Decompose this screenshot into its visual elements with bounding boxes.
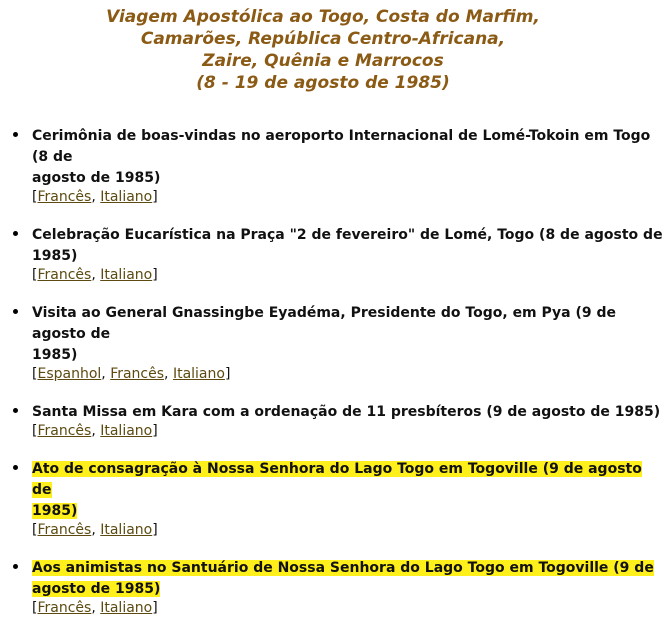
header-line-2: Camarões, República Centro-Africana,	[140, 29, 506, 49]
language-link-frances[interactable]: Francês	[37, 600, 92, 616]
event-list	[0, 125, 669, 635]
event-title	[32, 224, 665, 266]
bracket-close: ]	[152, 267, 158, 283]
bracket-close: ]	[152, 423, 158, 439]
bullet-icon	[13, 408, 18, 413]
header-line-1: Viagem Apostólica ao Togo, Costa do Marfim,	[106, 7, 540, 27]
language-link-frances[interactable]: Francês	[110, 366, 165, 382]
language-links	[32, 266, 665, 284]
link-separator: ,	[91, 423, 101, 439]
bracket-open: [	[32, 366, 38, 382]
bullet-icon	[13, 309, 18, 314]
language-link-frances[interactable]: Francês	[37, 522, 92, 538]
event-title	[32, 458, 665, 521]
event-item	[0, 224, 669, 284]
link-separator: ,	[91, 267, 101, 283]
event-item	[0, 302, 669, 383]
language-link-italiano[interactable]: Italiano	[100, 267, 153, 283]
language-link-espanhol[interactable]: Espanhol	[37, 366, 102, 382]
event-title	[32, 557, 665, 599]
bracket-close: ]	[152, 522, 158, 538]
event-title-line-2: 1985)	[32, 503, 78, 519]
bracket-open: [	[32, 189, 38, 205]
language-link-italiano[interactable]: Italiano	[100, 423, 153, 439]
language-links	[32, 365, 665, 383]
language-links	[32, 188, 665, 206]
event-title-line-2: agosto de 1985)	[32, 581, 161, 597]
event-title-line-1: Cerimônia de boas-vindas no aeroporto Internacional de Lomé-Tokoin em Togo (8 de	[32, 128, 651, 165]
event-title-line-1: Celebração Eucarística na Praça "2 de fevereiro" de Lomé, Togo (8 de agosto de	[32, 227, 663, 243]
language-links	[32, 521, 665, 539]
bullet-icon	[13, 132, 18, 137]
event-title-line-2: 1985)	[32, 347, 78, 363]
link-separator: ,	[101, 366, 111, 382]
event-title-line-1: Ato de consagração à Nossa Senhora do Lago Togo em Togoville (9 de agosto de	[32, 461, 642, 498]
event-title-line-1: Visita ao General Gnassingbe Eyadéma, Presidente do Togo, em Pya (9 de agosto de	[32, 305, 617, 342]
event-item	[0, 125, 669, 206]
language-link-italiano[interactable]: Italiano	[172, 366, 225, 382]
event-item	[0, 458, 669, 539]
bullet-icon	[13, 231, 18, 236]
link-separator: ,	[91, 189, 101, 205]
bracket-close: ]	[152, 600, 158, 616]
bullet-icon	[13, 564, 18, 569]
language-link-italiano[interactable]: Italiano	[100, 189, 153, 205]
event-title-line-2: 1985)	[32, 248, 78, 264]
header-line-3: Zaire, Quênia e Marrocos	[202, 51, 444, 71]
event-title	[32, 302, 665, 365]
bracket-open: [	[32, 267, 38, 283]
language-link-frances[interactable]: Francês	[37, 267, 92, 283]
header-line-4: (8 - 19 de agosto de 1985)	[196, 73, 450, 93]
event-title-line-1: Santa Missa em Kara com a ordenação de 11 presbíteros (9 de agosto de 1985)	[32, 404, 661, 420]
link-separator: ,	[164, 366, 173, 382]
bracket-close: ]	[152, 189, 158, 205]
link-separator: ,	[91, 600, 101, 616]
bracket-open: [	[32, 423, 38, 439]
language-link-frances[interactable]: Francês	[37, 189, 92, 205]
language-link-italiano[interactable]: Italiano	[100, 600, 153, 616]
event-title-line-1: Aos animistas no Santuário de Nossa Senhora do Lago Togo em Togoville (9 de	[32, 560, 654, 576]
event-item	[0, 557, 669, 617]
bracket-close: ]	[224, 366, 231, 382]
language-link-frances[interactable]: Francês	[37, 423, 92, 439]
link-separator: ,	[91, 522, 101, 538]
bracket-open: [	[32, 600, 38, 616]
event-title	[32, 401, 665, 422]
language-links	[32, 599, 665, 617]
event-item	[0, 401, 669, 440]
bracket-open: [	[32, 522, 38, 538]
language-links	[32, 422, 665, 440]
bullet-icon	[13, 465, 18, 470]
event-title	[32, 125, 665, 188]
page-header	[0, 6, 646, 94]
language-link-italiano[interactable]: Italiano	[100, 522, 153, 538]
event-title-line-2: agosto de 1985)	[32, 170, 161, 186]
